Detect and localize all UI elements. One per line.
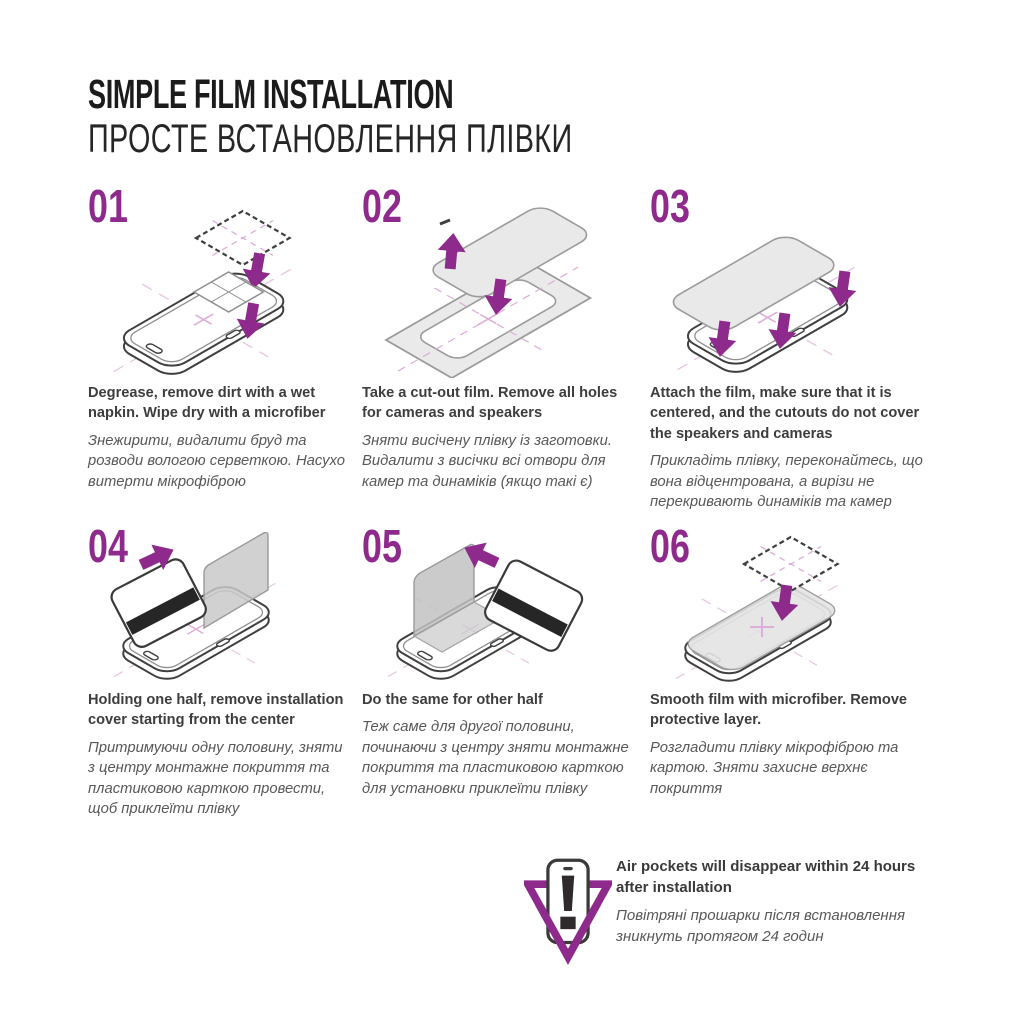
- step-03: [650, 180, 936, 521]
- step-05-text-ua: Теж саме для другої половини, починаючи з центру зняти монтажне покриття та пластиковою карткою для установки приклеїти плівку: [362, 719, 629, 797]
- step-03-illustration: [666, 192, 886, 378]
- step-04-number: 04: [88, 520, 128, 572]
- page-title: SIMPLE FILM INSTALLATION: [88, 71, 454, 117]
- page-subtitle: ПРОСТЕ ВСТАНОВЛЕННЯ ПЛІВКИ: [88, 117, 573, 161]
- step-04-text-en: Holding one half, remove installation cover starting from the center: [88, 692, 344, 729]
- step-05-number: 05: [362, 520, 402, 572]
- step-06-text-ua: Розгладити плівку мікрофіброю та картою. Зняти захисне верхнє покриття: [650, 739, 899, 797]
- step-06-illustration: [666, 532, 886, 684]
- step-06-number: 06: [650, 520, 690, 572]
- step-02-text-en: Take a cut-out film. Remove all holes for cameras and speakers: [362, 385, 618, 422]
- header: [88, 71, 761, 161]
- step-02-number: 02: [362, 180, 402, 232]
- step-01: [88, 180, 346, 521]
- step-05-illustration: [378, 532, 598, 684]
- step-01-text-en: Degrease, remove dirt with a wet napkin. Wipe dry with a microfiber: [88, 385, 326, 422]
- step-01-number: 01: [88, 180, 128, 232]
- step-01-text-ua: Знежирити, видалити бруд та розводи вологою серветкою. Насухо витерти мікрофіброю: [88, 432, 346, 490]
- note-text-ua: Повітряні прошарки після встановлення зникнуть протягом 24 годин: [616, 907, 905, 945]
- step-02-text-ua: Зняти висічену плівку із заготовки. Видалити з висічки всі отвори для камер та динаміків (якщо такі є): [362, 432, 612, 490]
- note-text-en: Air pockets will disappear within 24 hours after installation: [616, 858, 916, 896]
- step-04-illustration: [104, 532, 324, 684]
- step-06: [650, 520, 936, 846]
- microfiber-cloth-icon: [182, 203, 303, 273]
- step-03-number: 03: [650, 180, 690, 232]
- step-03-text-en: Attach the film, make sure that it is centered, and the cutouts do not cover the speakers and cameras: [650, 385, 920, 442]
- step-06-text-en: Smooth film with microfiber. Remove protective layer.: [650, 692, 908, 729]
- step-01-illustration: [104, 192, 324, 378]
- step-05-text-en: Do the same for other half: [362, 692, 543, 708]
- step-04: [88, 520, 346, 846]
- notch-piece-icon: [440, 220, 450, 224]
- step-02: [362, 180, 638, 521]
- step-03-text-ua: Прикладіть плівку, переконайтесь, що вона відцентрована, а вирізи не перекривають динаміків та камер: [650, 453, 923, 511]
- step-02-illustration: [378, 192, 598, 378]
- warning-phone-exclamation-icon: [524, 854, 612, 971]
- step-05: [362, 520, 638, 846]
- step-04-text-ua: Притримуючи одну половину, зняти з центру монтажне покриття та пластиковою карткою провести, щоб приклеїти плівку: [88, 739, 343, 818]
